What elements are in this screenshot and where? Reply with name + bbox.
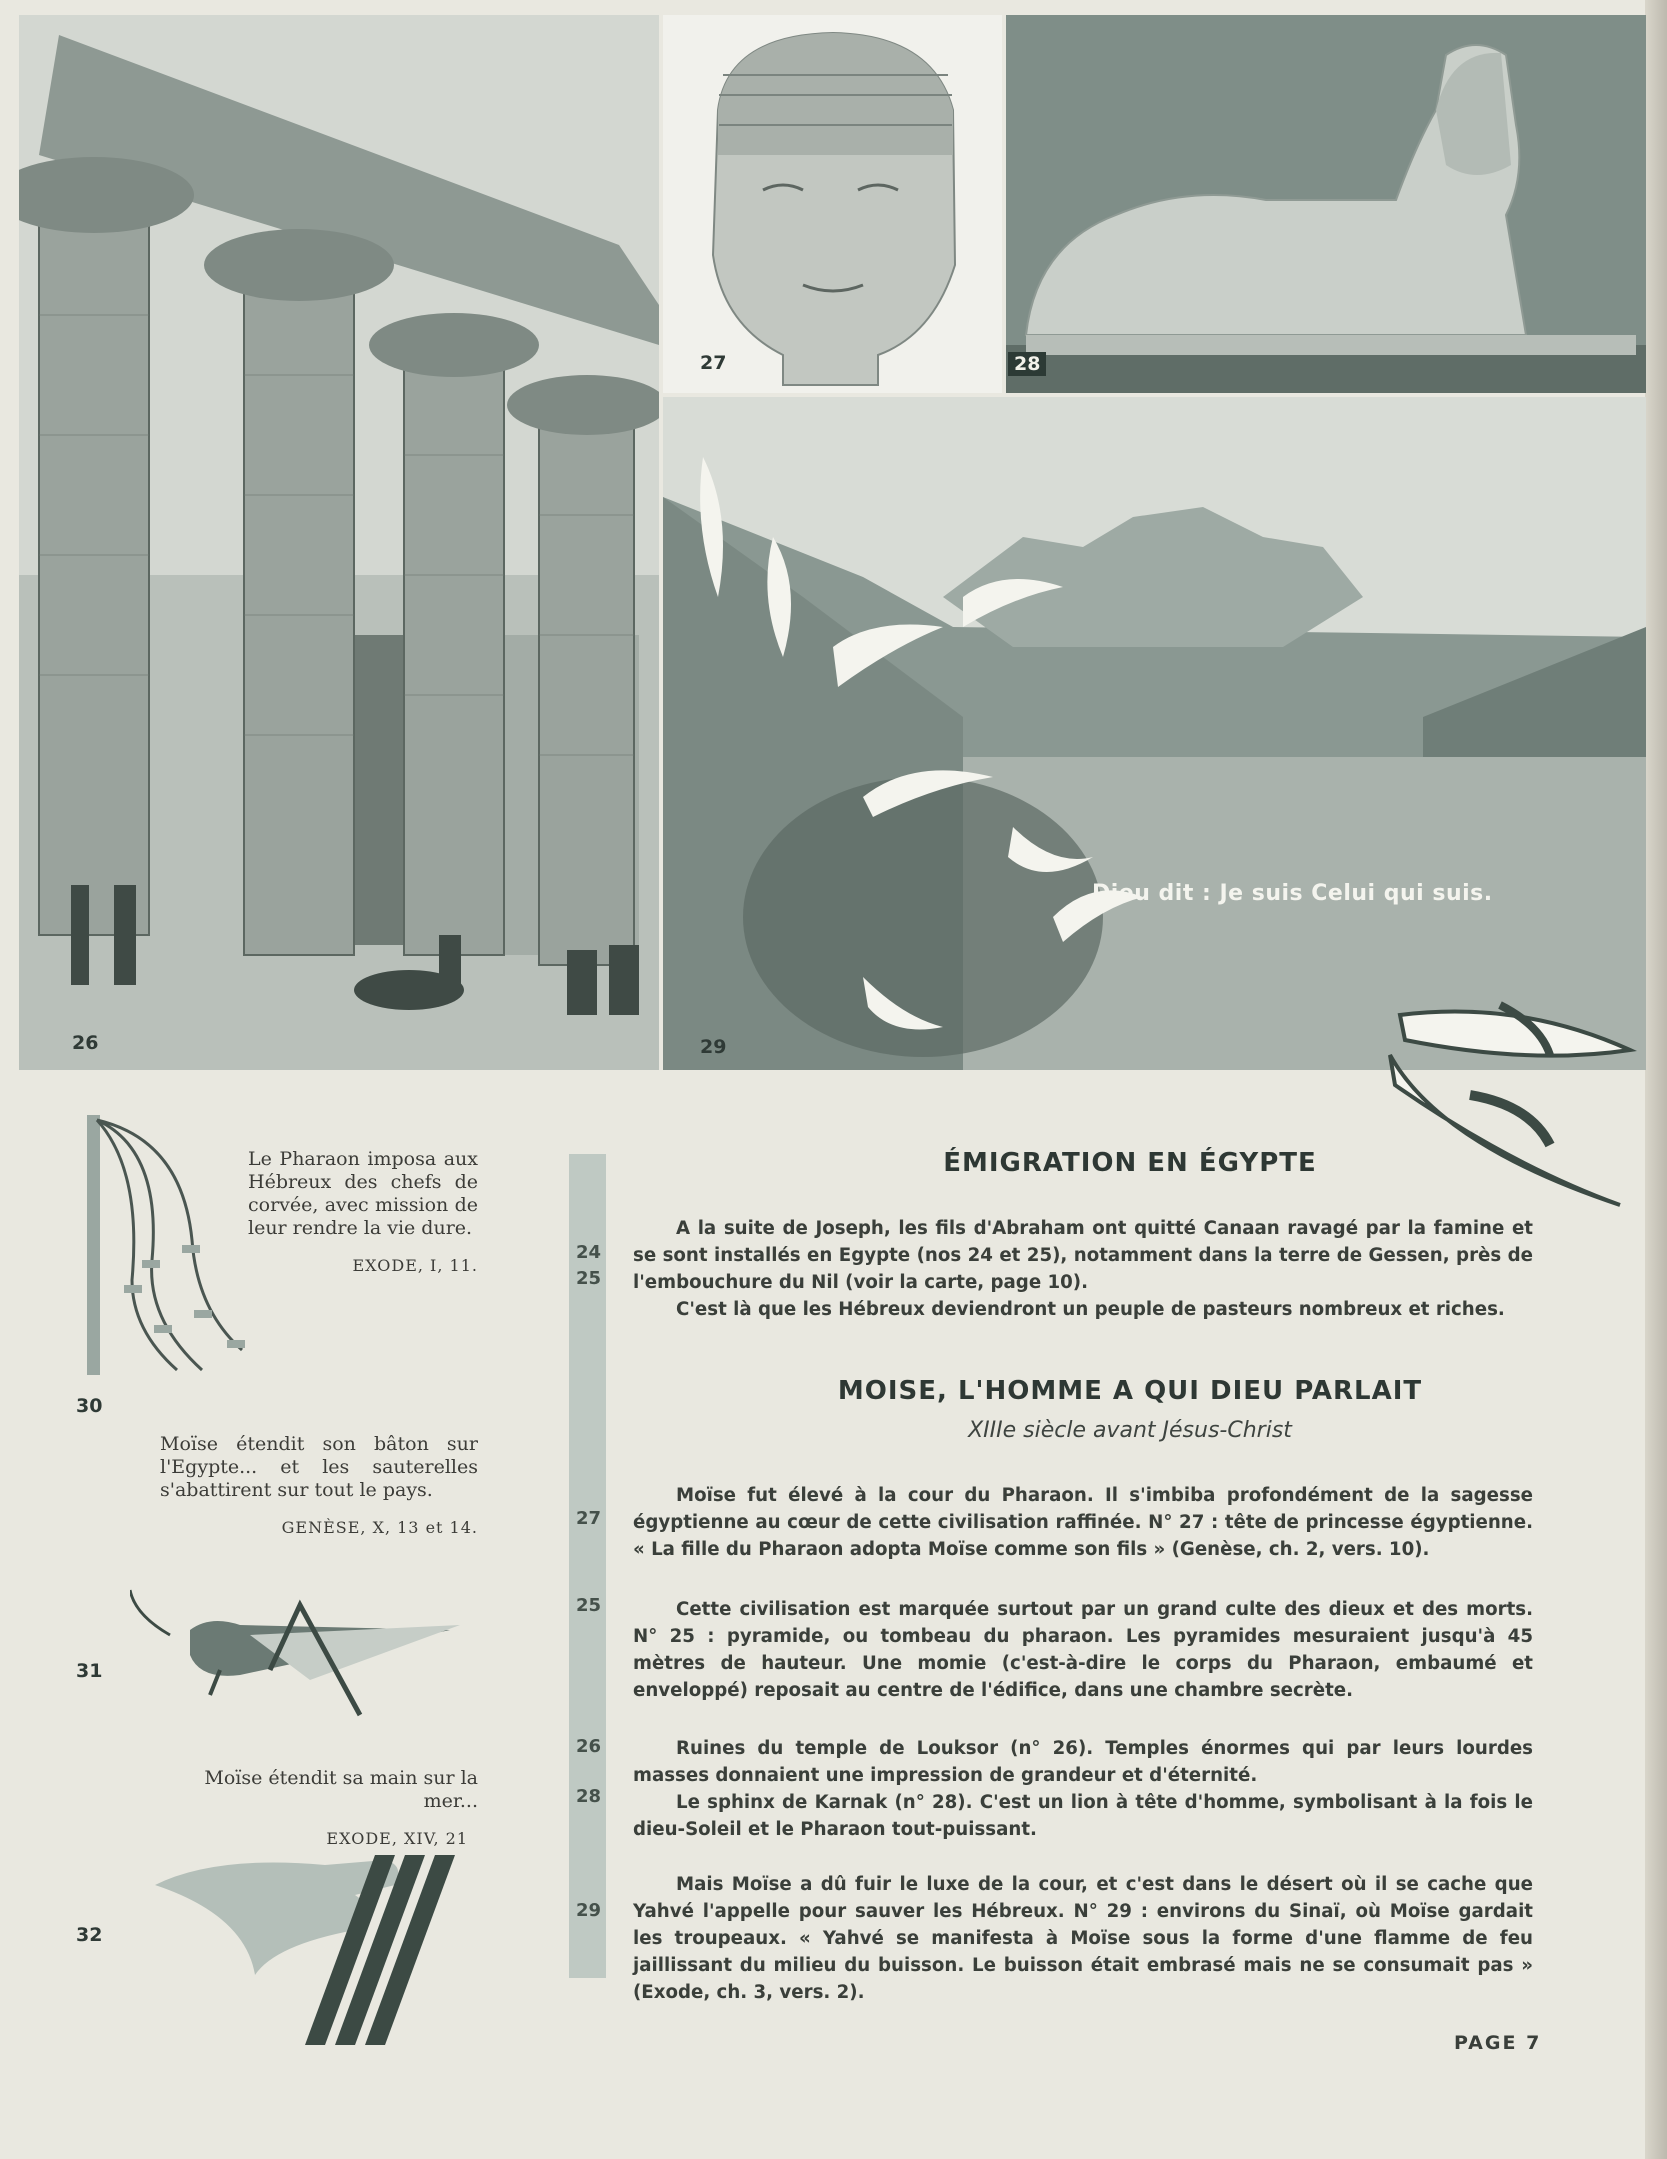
- section-emigration-body: [633, 1215, 1533, 1323]
- sandals-illustration: [1380, 995, 1645, 1215]
- caption-30: [248, 1148, 478, 1277]
- figure-29-label: 29: [700, 1036, 727, 1058]
- section-emigration-title: ÉMIGRATION EN ÉGYPTE: [943, 1148, 1317, 1178]
- hand-illustration: [155, 1855, 460, 2045]
- margin-ref-25b: 25: [576, 1595, 602, 1616]
- caption-31-reference: GENÈSE, X, 13 et 14.: [281, 1518, 478, 1537]
- page-number: PAGE 7: [1454, 2032, 1542, 2054]
- temple-ruins-photo: [19, 15, 659, 1070]
- sphinx-photo: [1006, 15, 1646, 393]
- moise-paragraph-5-block: [633, 1871, 1533, 2006]
- figure-26-label: 26: [72, 1032, 99, 1054]
- locust-illustration: [130, 1585, 490, 1720]
- sidebar-number-32: 32: [76, 1924, 103, 1946]
- sinai-desert-photo: [663, 397, 1646, 1070]
- caption-30-reference: EXODE, I, 11.: [352, 1256, 478, 1275]
- margin-ref-25: 25: [576, 1268, 602, 1289]
- caption-30-text: Le Pharaon imposa aux Hébreux des chefs de corvée, avec mission de leur rendre la vie dure.: [248, 1148, 478, 1239]
- moise-paragraph-3-block: [633, 1735, 1533, 1843]
- caption-32: [160, 1767, 478, 1850]
- moise-paragraph-1-block: [633, 1482, 1533, 1563]
- caption-32-text: Moïse étendit sa main sur la mer...: [204, 1767, 478, 1812]
- figure-28-label: 28: [1008, 352, 1046, 376]
- margin-ref-29: 29: [576, 1900, 602, 1921]
- section-moise-subtitle: XIIIe siècle avant Jésus-Christ: [968, 1418, 1292, 1443]
- whip-illustration: [82, 1110, 252, 1380]
- moise-paragraph-5: Mais Moïse a dû fuir le luxe de la cour, et c'est dans le désert où il se cache que Yahvé l'appelle pour sauver les Hébreux. N° 29 : environs du Sinaï, où Moïse gardait les troupeaux. « Yahvé se manifesta à Moïse sous la forme d'une flamme de feu jaillissant du milieu du buisson. Le buisson était embrasé mais ne se consumait pas » (Exode, ch. 3, vers. 2).: [633, 1874, 1533, 2003]
- page-edge: [1645, 0, 1667, 2159]
- caption-32-reference: EXODE, XIV, 21: [326, 1829, 468, 1848]
- emigration-paragraph-2: C'est là que les Hébreux deviendront un peuple de pasteurs nombreux et riches.: [676, 1299, 1505, 1320]
- moise-paragraph-1: Moïse fut élevé à la cour du Pharaon. Il s'imbiba profondément de la sagesse égyptienne au cœur de cette civilisation raffinée. N° 27 : tête de princesse égyptienne. « La fille du Pharaon adopta Moïse comme son fils » (Genèse, ch. 2, vers. 10).: [633, 1485, 1533, 1560]
- princess-head-photo: [663, 15, 1002, 393]
- moise-paragraph-2: Cette civilisation est marquée surtout par un grand culte des dieux et des morts. N° 25 : pyramide, ou tombeau du pharaon. Les pyramides mesuraient jusqu'à 45 mètres de hauteur. Une momie (c'est-à-dire le corps du Pharaon, embaumé et enveloppé) reposait au centre de l'édifice, dans une chambre secrète.: [633, 1599, 1533, 1701]
- caption-31: [160, 1433, 478, 1539]
- figure-27-label: 27: [700, 352, 727, 374]
- moise-paragraph-3: Ruines du temple de Louksor (n° 26). Temples énormes qui par leurs lourdes masses donnaient une impression de grandeur et d'éternité.: [633, 1738, 1533, 1786]
- burning-bush-overlay-caption: Dieu dit : Je suis Celui qui suis.: [1092, 881, 1493, 906]
- section-moise-title: MOISE, L'HOMME A QUI DIEU PARLAIT: [837, 1376, 1423, 1406]
- sidebar-number-30: 30: [76, 1395, 103, 1417]
- moise-paragraph-4: Le sphinx de Karnak (n° 28). C'est un lion à tête d'homme, symbolisant à la fois le dieu-Soleil et le Pharaon tout-puissant.: [633, 1792, 1533, 1840]
- caption-31-text: Moïse étendit son bâton sur l'Egypte... et les sauterelles s'abattirent sur tout le pays.: [160, 1433, 478, 1501]
- margin-ref-28: 28: [576, 1786, 602, 1807]
- sidebar-number-31: 31: [76, 1660, 103, 1682]
- moise-paragraph-2-block: [633, 1596, 1533, 1704]
- margin-ref-26: 26: [576, 1736, 602, 1757]
- emigration-paragraph-1: A la suite de Joseph, les fils d'Abraham ont quitté Canaan ravagé par la famine et se sont installés en Egypte (nos 24 et 25), notamment dans la terre de Gessen, près de l'embouchure du Nil (voir la carte, page 10).: [633, 1218, 1533, 1293]
- margin-ref-24: 24: [576, 1242, 602, 1263]
- margin-ref-27: 27: [576, 1508, 602, 1529]
